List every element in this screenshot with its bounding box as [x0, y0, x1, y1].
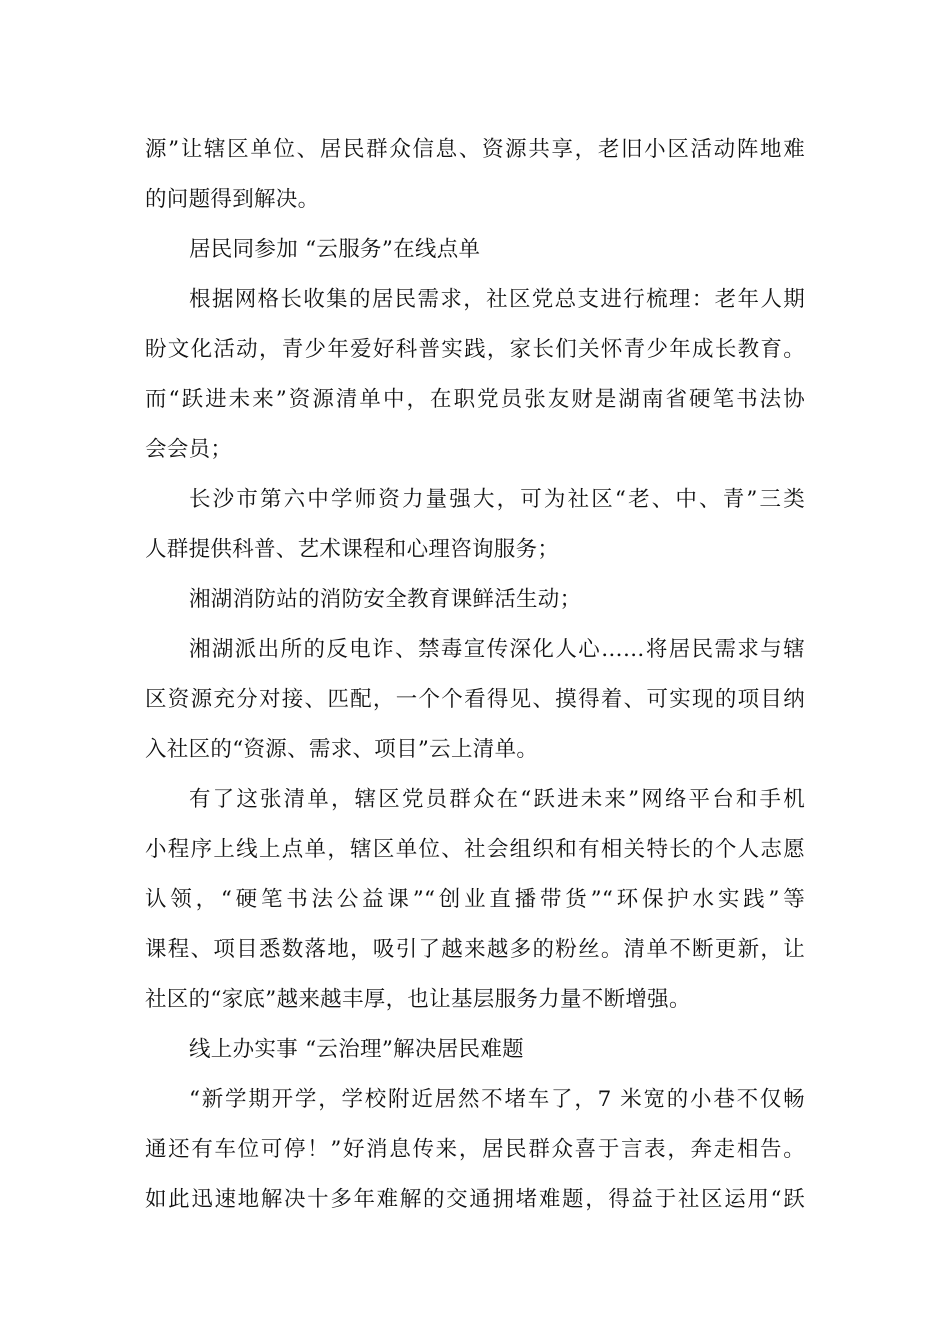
- text-line: 通还有车位可停！”好消息传来，居民群众喜于言表，奔走相告。: [145, 1137, 805, 1162]
- text-line: 课程、项目悉数落地，吸引了越来越多的粉丝。清单不断更新，让: [145, 937, 805, 962]
- text-line: 源”让辖区单位、居民群众信息、资源共享，老旧小区活动阵地难: [145, 137, 805, 162]
- text-line: 根据网格长收集的居民需求，社区党总支进行梳理：老年人期: [189, 287, 805, 312]
- text-line: 而“跃进未来”资源清单中，在职党员张友财是湖南省硬笔书法协: [145, 387, 805, 412]
- text-line: 会会员；: [145, 437, 233, 462]
- text-line: 社区的“家底”越来越丰厚，也让基层服务力量不断增强。: [145, 987, 691, 1012]
- text-line: 区资源充分对接、匹配，一个个看得见、摸得着、可实现的项目纳: [145, 687, 805, 712]
- text-line: 入社区的“资源、需求、项目”云上清单。: [145, 737, 539, 762]
- text-line: 小程序上线上点单，辖区单位、社会组织和有相关特长的个人志愿: [145, 837, 805, 862]
- text-line: 湘湖派出所的反电诈、禁毒宣传深化人心……将居民需求与辖: [189, 637, 805, 662]
- text-line: 长沙市第六中学师资力量强大，可为社区“老、中、青”三类: [189, 487, 805, 512]
- text-line: 的问题得到解决。: [145, 187, 320, 212]
- text-line: “新学期开学，学校附近居然不堵车了，7 米宽的小巷不仅畅: [189, 1087, 805, 1112]
- text-line: 有了这张清单，辖区党员群众在“跃进未来”网络平台和手机: [189, 787, 805, 812]
- text-line: 盼文化活动，青少年爱好科普实践，家长们关怀青少年成长教育。: [145, 337, 805, 362]
- text-line: 认领，“硬笔书法公益课”“创业直播带货”“环保护水实践”等: [145, 887, 805, 912]
- section-heading: 居民同参加 “云服务”在线点单: [189, 237, 481, 262]
- section-heading: 线上办实事 “云治理”解决居民难题: [189, 1037, 524, 1062]
- text-line: 湘湖消防站的消防安全教育课鲜活生动；: [189, 587, 582, 612]
- text-line: 人群提供科普、艺术课程和心理咨询服务；: [145, 537, 560, 562]
- text-line: 如此迅速地解决十多年难解的交通拥堵难题，得益于社区运用“跃: [145, 1187, 805, 1212]
